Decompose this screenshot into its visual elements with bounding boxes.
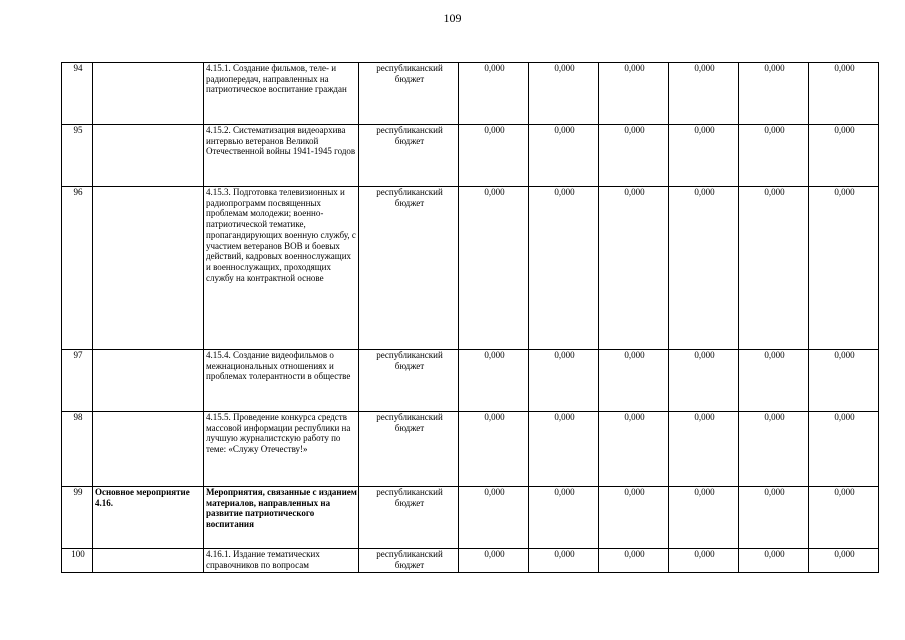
value-cell: 0,000 <box>739 63 809 125</box>
value-cell: 0,000 <box>739 487 809 549</box>
value-cell: 0,000 <box>459 125 529 187</box>
row-number: 96 <box>62 187 93 350</box>
row-number: 95 <box>62 125 93 187</box>
activity-name <box>93 549 204 573</box>
funding-source: республиканский бюджет <box>359 412 459 487</box>
value-cell: 0,000 <box>809 63 879 125</box>
value-cell: 0,000 <box>669 187 739 350</box>
activity-name <box>93 350 204 412</box>
budget-table <box>61 62 879 573</box>
row-number: 97 <box>62 350 93 412</box>
value-cell: 0,000 <box>459 63 529 125</box>
value-cell: 0,000 <box>809 549 879 573</box>
funding-source: республиканский бюджет <box>359 549 459 573</box>
value-cell: 0,000 <box>599 487 669 549</box>
activity-title: 4.15.1. Создание фильмов, теле- и радиопередач, направленных на патриотическое воспитание граждан <box>204 63 359 125</box>
value-cell: 0,000 <box>669 549 739 573</box>
activity-title: 4.15.2. Систематизация видеоархива интервью ветеранов Великой Отечественной войны 1941-1945 годов <box>204 125 359 187</box>
value-cell: 0,000 <box>459 412 529 487</box>
value-cell: 0,000 <box>529 487 599 549</box>
value-cell: 0,000 <box>529 412 599 487</box>
value-cell: 0,000 <box>809 487 879 549</box>
value-cell: 0,000 <box>599 350 669 412</box>
funding-source: республиканский бюджет <box>359 487 459 549</box>
funding-source: республиканский бюджет <box>359 63 459 125</box>
funding-source: республиканский бюджет <box>359 125 459 187</box>
value-cell: 0,000 <box>529 549 599 573</box>
value-cell: 0,000 <box>529 187 599 350</box>
value-cell: 0,000 <box>459 487 529 549</box>
value-cell: 0,000 <box>669 63 739 125</box>
value-cell: 0,000 <box>739 549 809 573</box>
table-row <box>62 350 879 412</box>
value-cell: 0,000 <box>459 549 529 573</box>
table-row <box>62 187 879 350</box>
value-cell: 0,000 <box>809 125 879 187</box>
value-cell: 0,000 <box>739 412 809 487</box>
value-cell: 0,000 <box>529 350 599 412</box>
value-cell: 0,000 <box>599 412 669 487</box>
activity-title: 4.15.4. Создание видеофильмов о межнациональных отношениях и проблемах толерантности в обществе <box>204 350 359 412</box>
page-number: 109 <box>443 11 462 25</box>
value-cell: 0,000 <box>529 63 599 125</box>
value-cell: 0,000 <box>809 187 879 350</box>
activity-title: Мероприятия, связанные с изданием материалов, направленных на развитие патриотического воспитания <box>204 487 359 549</box>
value-cell: 0,000 <box>599 63 669 125</box>
value-cell: 0,000 <box>669 412 739 487</box>
funding-source: республиканский бюджет <box>359 187 459 350</box>
table-row <box>62 412 879 487</box>
row-number: 94 <box>62 63 93 125</box>
activity-title: 4.15.3. Подготовка телевизионных и радиопрограмм посвященных проблемам молодежи; военно-патриотической тематике, пропагандирующих военную службу, с участием ветеранов ВОВ и боевых действий, кадровых военнослужащих и военнослужащих, проходящих службу на контрактной основе <box>204 187 359 350</box>
row-number: 98 <box>62 412 93 487</box>
activity-title: 4.16.1. Издание тематических справочников по вопросам <box>204 549 359 573</box>
value-cell: 0,000 <box>739 350 809 412</box>
activity-name <box>93 63 204 125</box>
table-row <box>62 549 879 573</box>
table-row <box>62 63 879 125</box>
row-number: 99 <box>62 487 93 549</box>
funding-source: республиканский бюджет <box>359 350 459 412</box>
value-cell: 0,000 <box>599 187 669 350</box>
value-cell: 0,000 <box>459 350 529 412</box>
value-cell: 0,000 <box>739 125 809 187</box>
value-cell: 0,000 <box>809 350 879 412</box>
value-cell: 0,000 <box>599 125 669 187</box>
table-row <box>62 125 879 187</box>
activity-name: Основное мероприятие 4.16. <box>93 487 204 549</box>
value-cell: 0,000 <box>599 549 669 573</box>
value-cell: 0,000 <box>739 187 809 350</box>
row-number: 100 <box>62 549 93 573</box>
value-cell: 0,000 <box>529 125 599 187</box>
activity-title: 4.15.5. Проведение конкурса средств массовой информации республики на лучшую журналистскую работу по теме: «Служу Отечеству!» <box>204 412 359 487</box>
value-cell: 0,000 <box>669 350 739 412</box>
activity-name <box>93 125 204 187</box>
value-cell: 0,000 <box>669 487 739 549</box>
value-cell: 0,000 <box>459 187 529 350</box>
table-row <box>62 487 879 549</box>
activity-name <box>93 412 204 487</box>
value-cell: 0,000 <box>669 125 739 187</box>
activity-name <box>93 187 204 350</box>
value-cell: 0,000 <box>809 412 879 487</box>
